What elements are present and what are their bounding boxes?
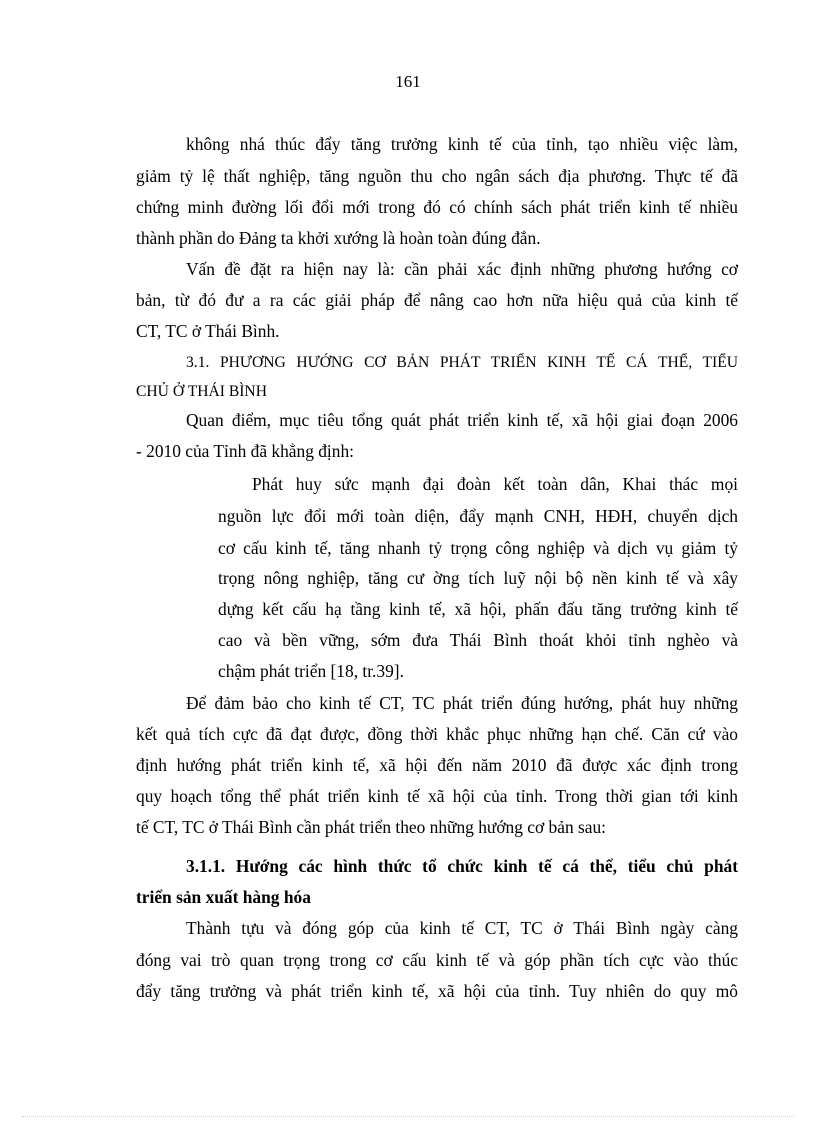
quote-line: cao và bền vững, sớm đưa Thái Bình thoát khỏi tỉnh nghèo và [218, 630, 738, 650]
text-line: giảm tỷ lệ thất nghiệp, tăng nguồn thu cho ngân sách địa phương. Thực tế đã [136, 166, 738, 186]
text-line: chứng minh đường lối đổi mới trong đó có chính sách phát triển kinh tế nhiều [136, 197, 738, 217]
quote-line: dựng kết cấu hạ tầng kinh tế, xã hội, phấn đấu tăng trưởng kinh tế [218, 599, 738, 619]
quote-line: trọng nông nghiệp, tăng cư ờng tích luỹ nội bộ nền kinh tế và xây [218, 568, 738, 588]
section-heading: CHỦ Ở THÁI BÌNH [136, 383, 267, 400]
quote-line: cơ cấu kinh tế, tăng nhanh tỷ trọng công nghiệp và dịch vụ giảm tỷ [218, 538, 738, 558]
text-line: tế CT, TC ở Thái Bình cần phát triển theo những hướng cơ bản sau: [136, 817, 607, 837]
text-line: định hướng phát triển kinh tế, xã hội đến năm 2010 đã được xác định trong [136, 755, 738, 775]
quote-line: nguồn lực đổi mới toàn diện, đẩy mạnh CNH, HĐH, chuyển dịch [218, 506, 738, 526]
text-line: không nhá thúc đẩy tăng trưởng kinh tế của tỉnh, tạo nhiều việc làm, [186, 134, 738, 154]
text-line: đóng vai trò quan trọng trong cơ cấu kinh tế và góp phần tích cực vào thúc [136, 950, 738, 970]
text-line: quy hoạch tổng thể phát triển kinh tế xã hội của tỉnh. Trong thời gian tới kinh [136, 786, 738, 806]
text-line: CT, TC ở Thái Bình. [136, 321, 280, 341]
quote-line: Phát huy sức mạnh đại đoàn kết toàn dân, Khai thác mọi [252, 474, 738, 494]
subsection-heading: 3.1.1. Hướng các hình thức tổ chức kinh tế cá thể, tiểu chủ phát [186, 856, 738, 876]
text-line: bản, từ đó đư a ra các giải pháp để nâng cao hơn nữa hiệu quả của kinh tế [136, 290, 738, 310]
text-line: Thành tựu và đóng góp của kinh tế CT, TC ở Thái Bình ngày càng [186, 918, 738, 938]
page-number: 161 [395, 72, 421, 91]
text-line: - 2010 của Tỉnh đã khẳng định: [136, 441, 354, 461]
text-line: kết quả tích cực đã đạt được, đồng thời khắc phục những hạn chế. Căn cứ vào [136, 724, 738, 744]
subsection-heading: triển sản xuất hàng hóa [136, 887, 311, 907]
text-line: đẩy tăng trưởng và phát triển kinh tế, xã hội của tỉnh. Tuy nhiên do quy mô [136, 981, 738, 1001]
section-heading: 3.1. PHƯƠNG HƯỚNG CƠ BẢN PHÁT TRIỂN KINH TẾ CÁ THỂ, TIỂU [186, 354, 738, 371]
page-bottom-divider [22, 1116, 794, 1117]
text-line: Để đảm bảo cho kinh tế CT, TC phát triển đúng hướng, phát huy những [186, 693, 738, 713]
text-line: Quan điểm, mục tiêu tổng quát phát triển kinh tế, xã hội giai đoạn 2006 [186, 410, 738, 430]
text-line: Vấn đề đặt ra hiện nay là: cần phải xác định những phương hướng cơ [186, 259, 738, 279]
text-line: thành phần do Đảng ta khởi xướng là hoàn toàn đúng đắn. [136, 228, 541, 248]
quote-line: chậm phát triển [18, tr.39]. [218, 661, 404, 681]
